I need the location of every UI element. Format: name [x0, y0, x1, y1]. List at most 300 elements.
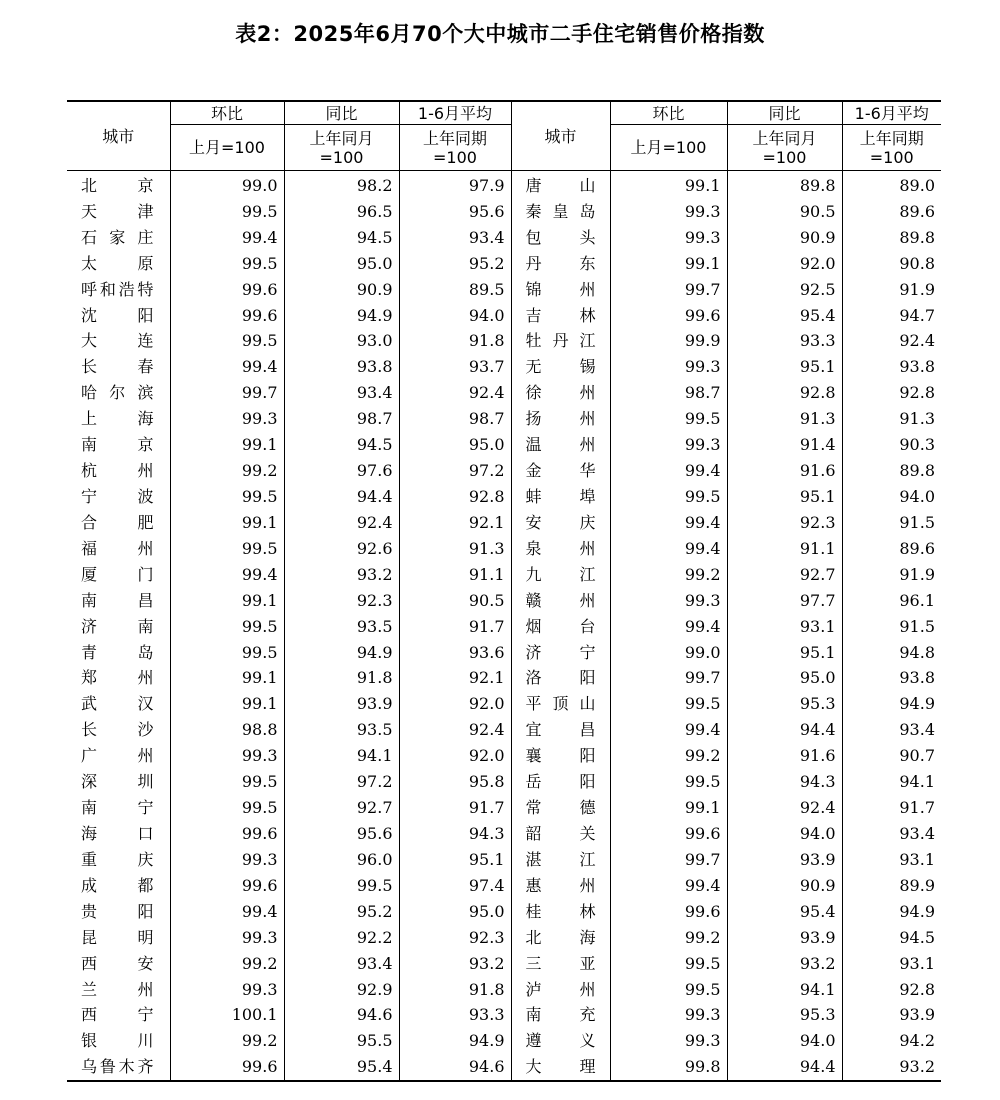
- avg-right-cell: 93.8: [842, 354, 941, 380]
- city-left-cell: 银川: [81, 1031, 154, 1051]
- city-right-cell: 三亚: [511, 951, 610, 977]
- avg-header-left: 1-6月平均: [399, 101, 511, 125]
- yoy-left-cell: 95.6: [284, 821, 399, 847]
- city-right-cell: 韶关: [511, 821, 610, 847]
- city-left-cell: 呼和浩特: [81, 279, 154, 299]
- mom-left-cell: 99.2: [170, 458, 284, 484]
- table-row: [67, 536, 941, 562]
- avg-left-cell: 95.0: [399, 432, 511, 458]
- avg-right-cell: 93.4: [842, 821, 941, 847]
- avg-left-cell: 92.1: [399, 510, 511, 536]
- city-left-cell: 石家庄: [81, 227, 154, 247]
- city-right-cell: 吉林: [511, 303, 610, 329]
- yoy-header-left: 同比: [284, 101, 399, 125]
- yoy-right-cell: 93.1: [727, 614, 842, 640]
- mom-left-cell: 99.1: [170, 432, 284, 458]
- avg-left-cell: 92.0: [399, 743, 511, 769]
- city-left-cell: 沈阳: [81, 305, 154, 325]
- yoy-left-cell: 95.0: [284, 251, 399, 277]
- yoy-left-cell: 98.7: [284, 406, 399, 432]
- avg-left-cell: 92.0: [399, 691, 511, 717]
- avg-right-cell: 93.1: [842, 951, 941, 977]
- table-row: [67, 899, 941, 925]
- mom-right-cell: 99.3: [610, 199, 727, 225]
- yoy-base-left: [284, 125, 399, 171]
- avg-left-cell: 91.7: [399, 795, 511, 821]
- mom-right-cell: 99.1: [610, 795, 727, 821]
- yoy-right-cell: 90.5: [727, 199, 842, 225]
- mom-left-cell: 99.7: [170, 380, 284, 406]
- yoy-left-cell: 93.5: [284, 614, 399, 640]
- avg-left-cell: 97.2: [399, 458, 511, 484]
- table-row: [67, 510, 941, 536]
- mom-header-left: 环比: [170, 101, 284, 125]
- table-row: [67, 691, 941, 717]
- city-right-cell: 唐山: [511, 171, 610, 199]
- yoy-base-right: [727, 125, 842, 171]
- city-right-cell: 扬州: [511, 406, 610, 432]
- mom-right-cell: 99.6: [610, 303, 727, 329]
- yoy-left-cell: 93.8: [284, 354, 399, 380]
- yoy-right-cell: 91.4: [727, 432, 842, 458]
- mom-left-cell: 99.4: [170, 354, 284, 380]
- avg-left-cell: 91.8: [399, 329, 511, 355]
- mom-left-cell: 99.6: [170, 1054, 284, 1081]
- yoy-left-cell: 94.5: [284, 432, 399, 458]
- yoy-left-cell: 92.2: [284, 925, 399, 951]
- mom-left-cell: 99.5: [170, 769, 284, 795]
- city-right-cell: 温州: [511, 432, 610, 458]
- yoy-right-cell: 95.4: [727, 303, 842, 329]
- avg-left-cell: 95.0: [399, 899, 511, 925]
- avg-left-cell: 93.7: [399, 354, 511, 380]
- avg-right-cell: 94.9: [842, 691, 941, 717]
- table-row: [67, 588, 941, 614]
- table-row: [67, 640, 941, 666]
- yoy-left-cell: 92.4: [284, 510, 399, 536]
- mom-left-cell: 99.3: [170, 743, 284, 769]
- avg-right-cell: 89.6: [842, 536, 941, 562]
- city-left-cell: 南宁: [81, 798, 154, 818]
- mom-right-cell: 99.5: [610, 977, 727, 1003]
- price-index-table: [67, 100, 941, 1082]
- mom-right-cell: 99.7: [610, 847, 727, 873]
- yoy-right-cell: 95.1: [727, 354, 842, 380]
- yoy-right-cell: 97.7: [727, 588, 842, 614]
- yoy-left-cell: 97.6: [284, 458, 399, 484]
- avg-right-cell: 94.0: [842, 484, 941, 510]
- city-right-cell: 徐州: [511, 380, 610, 406]
- yoy-left-cell: 94.1: [284, 743, 399, 769]
- avg-left-cell: 95.8: [399, 769, 511, 795]
- table-row: [67, 666, 941, 692]
- city-right-cell: 牡丹江: [511, 329, 610, 355]
- mom-right-cell: 99.2: [610, 562, 727, 588]
- mom-right-cell: 99.2: [610, 743, 727, 769]
- mom-left-cell: 99.5: [170, 484, 284, 510]
- yoy-left-cell: 93.5: [284, 717, 399, 743]
- avg-base-line2: =100: [433, 148, 477, 167]
- mom-right-cell: 99.2: [610, 925, 727, 951]
- mom-left-cell: 99.4: [170, 225, 284, 251]
- city-left-cell: 杭州: [81, 461, 154, 481]
- yoy-right-cell: 89.8: [727, 171, 842, 199]
- table-row: [67, 406, 941, 432]
- avg-left-cell: 97.9: [399, 171, 511, 199]
- table-row: [67, 977, 941, 1003]
- avg-right-cell: 92.8: [842, 380, 941, 406]
- yoy-left-cell: 92.9: [284, 977, 399, 1003]
- mom-left-cell: 99.5: [170, 536, 284, 562]
- city-left-cell: 重庆: [81, 849, 154, 869]
- table-row: [67, 873, 941, 899]
- yoy-right-cell: 93.9: [727, 847, 842, 873]
- yoy-right-cell: 94.0: [727, 821, 842, 847]
- yoy-left-cell: 90.9: [284, 277, 399, 303]
- yoy-left-cell: 98.2: [284, 171, 399, 199]
- mom-right-cell: 99.5: [610, 691, 727, 717]
- yoy-base-line2: =100: [762, 148, 807, 167]
- yoy-right-cell: 92.5: [727, 277, 842, 303]
- city-left-cell: 郑州: [81, 668, 154, 688]
- city-right-cell: 遵义: [511, 1028, 610, 1054]
- avg-left-cell: 91.7: [399, 614, 511, 640]
- yoy-right-cell: 94.4: [727, 1054, 842, 1081]
- mom-left-cell: 99.3: [170, 925, 284, 951]
- avg-right-cell: 89.0: [842, 171, 941, 199]
- mom-right-cell: 99.6: [610, 899, 727, 925]
- avg-left-cell: 97.4: [399, 873, 511, 899]
- table-row: [67, 795, 941, 821]
- avg-left-cell: 92.8: [399, 484, 511, 510]
- city-right-cell: 湛江: [511, 847, 610, 873]
- mom-left-cell: 100.1: [170, 1003, 284, 1029]
- city-right-cell: 济宁: [511, 640, 610, 666]
- mom-left-cell: 99.3: [170, 977, 284, 1003]
- mom-right-cell: 99.4: [610, 873, 727, 899]
- yoy-right-cell: 95.3: [727, 1003, 842, 1029]
- avg-left-cell: 89.5: [399, 277, 511, 303]
- city-left-cell: 南昌: [81, 590, 154, 610]
- avg-left-cell: 94.9: [399, 1028, 511, 1054]
- yoy-right-cell: 94.0: [727, 1028, 842, 1054]
- avg-left-cell: 95.1: [399, 847, 511, 873]
- table-row: [67, 432, 941, 458]
- avg-base-right: [842, 125, 941, 171]
- yoy-right-cell: 91.6: [727, 743, 842, 769]
- city-left-cell: 成都: [81, 875, 154, 895]
- mom-left-cell: 99.5: [170, 640, 284, 666]
- table-row: [67, 458, 941, 484]
- mom-right-cell: 99.5: [610, 484, 727, 510]
- mom-right-cell: 99.3: [610, 588, 727, 614]
- mom-left-cell: 99.1: [170, 588, 284, 614]
- avg-right-cell: 91.7: [842, 795, 941, 821]
- avg-left-cell: 98.7: [399, 406, 511, 432]
- city-right-cell: 惠州: [511, 873, 610, 899]
- mom-left-cell: 99.4: [170, 899, 284, 925]
- yoy-left-cell: 96.5: [284, 199, 399, 225]
- table-row: [67, 1003, 941, 1029]
- mom-right-cell: 99.4: [610, 510, 727, 536]
- mom-right-cell: 99.6: [610, 821, 727, 847]
- table-row: [67, 303, 941, 329]
- city-left-cell: 厦门: [81, 564, 154, 584]
- mom-left-cell: 99.1: [170, 510, 284, 536]
- yoy-left-cell: 99.5: [284, 873, 399, 899]
- avg-right-cell: 93.2: [842, 1054, 941, 1081]
- avg-base-left: [399, 125, 511, 171]
- avg-right-cell: 94.8: [842, 640, 941, 666]
- yoy-left-cell: 93.2: [284, 562, 399, 588]
- yoy-right-cell: 95.1: [727, 484, 842, 510]
- yoy-left-cell: 92.7: [284, 795, 399, 821]
- avg-left-cell: 92.4: [399, 717, 511, 743]
- city-left-cell: 福州: [81, 538, 154, 558]
- mom-right-cell: 99.8: [610, 1054, 727, 1081]
- avg-right-cell: 91.3: [842, 406, 941, 432]
- table-row: [67, 562, 941, 588]
- avg-right-cell: 91.9: [842, 277, 941, 303]
- city-right-cell: 锦州: [511, 277, 610, 303]
- avg-left-cell: 90.5: [399, 588, 511, 614]
- city-left-cell: 长沙: [81, 720, 154, 740]
- yoy-right-cell: 94.3: [727, 769, 842, 795]
- yoy-left-cell: 93.9: [284, 691, 399, 717]
- mom-right-cell: 99.3: [610, 354, 727, 380]
- mom-left-cell: 99.4: [170, 562, 284, 588]
- avg-left-cell: 94.0: [399, 303, 511, 329]
- avg-right-cell: 89.8: [842, 225, 941, 251]
- avg-base-line2: =100: [869, 148, 914, 167]
- mom-left-cell: 99.2: [170, 1028, 284, 1054]
- avg-left-cell: 91.1: [399, 562, 511, 588]
- mom-left-cell: 99.1: [170, 666, 284, 692]
- city-right-cell: 北海: [511, 925, 610, 951]
- city-left-cell: 青岛: [81, 642, 154, 662]
- yoy-right-cell: 90.9: [727, 225, 842, 251]
- mom-right-cell: 99.3: [610, 225, 727, 251]
- mom-left-cell: 99.3: [170, 847, 284, 873]
- avg-right-cell: 90.3: [842, 432, 941, 458]
- city-right-cell: 赣州: [511, 588, 610, 614]
- city-right-cell: 洛阳: [511, 666, 610, 692]
- mom-left-cell: 99.0: [170, 171, 284, 199]
- yoy-right-cell: 94.1: [727, 977, 842, 1003]
- yoy-left-cell: 97.2: [284, 769, 399, 795]
- yoy-base-line2: =100: [319, 148, 364, 167]
- avg-left-cell: 94.6: [399, 1054, 511, 1081]
- avg-left-cell: 95.6: [399, 199, 511, 225]
- table-row: [67, 614, 941, 640]
- city-left-cell: 武汉: [81, 694, 154, 714]
- table-row: [67, 769, 941, 795]
- yoy-left-cell: 93.4: [284, 951, 399, 977]
- avg-base-line1: 上年同期: [859, 129, 924, 148]
- avg-left-cell: 93.4: [399, 225, 511, 251]
- mom-right-cell: 99.5: [610, 769, 727, 795]
- city-left-cell: 深圳: [81, 772, 154, 792]
- yoy-left-cell: 92.3: [284, 588, 399, 614]
- avg-right-cell: 92.8: [842, 977, 941, 1003]
- mom-left-cell: 99.5: [170, 251, 284, 277]
- city-left-cell: 合肥: [81, 512, 154, 532]
- yoy-right-cell: 91.6: [727, 458, 842, 484]
- city-left-cell: 海口: [81, 824, 154, 843]
- city-left-cell: 西宁: [81, 1005, 154, 1025]
- city-left-cell: 太原: [81, 253, 154, 273]
- mom-right-cell: 99.3: [610, 432, 727, 458]
- mom-right-cell: 99.3: [610, 1028, 727, 1054]
- table-row: [67, 847, 941, 873]
- mom-header-right: 环比: [610, 101, 727, 125]
- yoy-left-cell: 95.4: [284, 1054, 399, 1081]
- city-left-cell: 大连: [81, 331, 154, 351]
- yoy-right-cell: 95.4: [727, 899, 842, 925]
- avg-right-cell: 93.1: [842, 847, 941, 873]
- mom-right-cell: 99.0: [610, 640, 727, 666]
- yoy-right-cell: 95.3: [727, 691, 842, 717]
- mom-right-cell: 99.9: [610, 329, 727, 355]
- yoy-right-cell: 92.8: [727, 380, 842, 406]
- table-row: [67, 171, 941, 199]
- avg-right-cell: 91.9: [842, 562, 941, 588]
- mom-left-cell: 99.6: [170, 873, 284, 899]
- avg-left-cell: 94.3: [399, 821, 511, 847]
- table-row: [67, 717, 941, 743]
- city-right-cell: 襄阳: [511, 743, 610, 769]
- avg-right-cell: 89.9: [842, 873, 941, 899]
- yoy-left-cell: 95.5: [284, 1028, 399, 1054]
- table-row: [67, 1054, 941, 1081]
- city-left-cell: 天津: [81, 201, 154, 221]
- avg-right-cell: 89.8: [842, 458, 941, 484]
- city-left-cell: 昆明: [81, 927, 154, 947]
- avg-left-cell: 92.4: [399, 380, 511, 406]
- mom-right-cell: 98.7: [610, 380, 727, 406]
- avg-right-cell: 93.4: [842, 717, 941, 743]
- mom-right-cell: 99.4: [610, 717, 727, 743]
- mom-left-cell: 98.8: [170, 717, 284, 743]
- yoy-left-cell: 91.8: [284, 666, 399, 692]
- city-right-cell: 无锡: [511, 354, 610, 380]
- avg-right-cell: 92.4: [842, 329, 941, 355]
- yoy-right-cell: 95.1: [727, 640, 842, 666]
- table-row: [67, 329, 941, 355]
- mom-base-right: 上月=100: [610, 125, 727, 171]
- city-header-right: 城市: [511, 101, 610, 171]
- yoy-right-cell: 91.3: [727, 406, 842, 432]
- mom-right-cell: 99.7: [610, 666, 727, 692]
- yoy-header-right: 同比: [727, 101, 842, 125]
- yoy-right-cell: 94.4: [727, 717, 842, 743]
- city-header-left: 城市: [67, 101, 170, 171]
- mom-right-cell: 99.5: [610, 951, 727, 977]
- mom-right-cell: 99.3: [610, 1003, 727, 1029]
- avg-left-cell: 92.1: [399, 666, 511, 692]
- table-row: [67, 925, 941, 951]
- city-left-cell: 广州: [81, 746, 154, 766]
- mom-right-cell: 99.4: [610, 614, 727, 640]
- city-left-cell: 南京: [81, 435, 154, 455]
- yoy-right-cell: 92.4: [727, 795, 842, 821]
- yoy-right-cell: 93.9: [727, 925, 842, 951]
- yoy-left-cell: 94.9: [284, 640, 399, 666]
- yoy-left-cell: 92.6: [284, 536, 399, 562]
- avg-right-cell: 89.6: [842, 199, 941, 225]
- yoy-base-line1: 上年同月: [752, 129, 817, 148]
- yoy-right-cell: 92.3: [727, 510, 842, 536]
- city-right-cell: 桂林: [511, 899, 610, 925]
- table-row: [67, 484, 941, 510]
- avg-right-cell: 94.2: [842, 1028, 941, 1054]
- yoy-right-cell: 93.2: [727, 951, 842, 977]
- mom-left-cell: 99.5: [170, 795, 284, 821]
- mom-left-cell: 99.6: [170, 277, 284, 303]
- mom-right-cell: 99.1: [610, 171, 727, 199]
- city-left-cell: 哈尔滨: [81, 383, 154, 403]
- city-right-cell: 丹东: [511, 251, 610, 277]
- avg-right-cell: 93.8: [842, 666, 941, 692]
- yoy-base-line1: 上年同月: [309, 129, 374, 148]
- city-right-cell: 常德: [511, 795, 610, 821]
- city-right-cell: 南充: [511, 1003, 610, 1029]
- table-body: [67, 171, 941, 1082]
- yoy-right-cell: 91.1: [727, 536, 842, 562]
- city-right-cell: 平顶山: [511, 691, 610, 717]
- yoy-left-cell: 93.4: [284, 380, 399, 406]
- city-left-cell: 北京: [81, 175, 154, 195]
- city-right-cell: 大理: [511, 1054, 610, 1081]
- mom-right-cell: 99.7: [610, 277, 727, 303]
- avg-right-cell: 94.5: [842, 925, 941, 951]
- avg-left-cell: 95.2: [399, 251, 511, 277]
- avg-right-cell: 90.8: [842, 251, 941, 277]
- yoy-left-cell: 94.4: [284, 484, 399, 510]
- yoy-left-cell: 94.9: [284, 303, 399, 329]
- avg-right-cell: 94.1: [842, 769, 941, 795]
- city-right-cell: 泉州: [511, 536, 610, 562]
- yoy-left-cell: 94.6: [284, 1003, 399, 1029]
- table-row: [67, 354, 941, 380]
- city-right-cell: 包头: [511, 225, 610, 251]
- city-left-cell: 上海: [81, 409, 154, 429]
- yoy-left-cell: 94.5: [284, 225, 399, 251]
- table-row: [67, 1028, 941, 1054]
- yoy-left-cell: 96.0: [284, 847, 399, 873]
- table-row: [67, 743, 941, 769]
- avg-right-cell: 91.5: [842, 510, 941, 536]
- city-left-cell: 贵阳: [81, 901, 154, 921]
- city-right-cell: 宜昌: [511, 717, 610, 743]
- city-right-cell: 蚌埠: [511, 484, 610, 510]
- city-right-cell: 安庆: [511, 510, 610, 536]
- mom-right-cell: 99.4: [610, 536, 727, 562]
- city-right-cell: 岳阳: [511, 769, 610, 795]
- city-right-cell: 泸州: [511, 977, 610, 1003]
- avg-base-line1: 上年同期: [422, 129, 487, 148]
- city-left-cell: 兰州: [81, 979, 154, 999]
- city-right-cell: 秦皇岛: [511, 199, 610, 225]
- avg-right-cell: 96.1: [842, 588, 941, 614]
- avg-right-cell: 90.7: [842, 743, 941, 769]
- mom-left-cell: 99.1: [170, 691, 284, 717]
- avg-left-cell: 93.2: [399, 951, 511, 977]
- yoy-right-cell: 92.7: [727, 562, 842, 588]
- table-row: [67, 225, 941, 251]
- table-row: [67, 380, 941, 406]
- yoy-right-cell: 95.0: [727, 666, 842, 692]
